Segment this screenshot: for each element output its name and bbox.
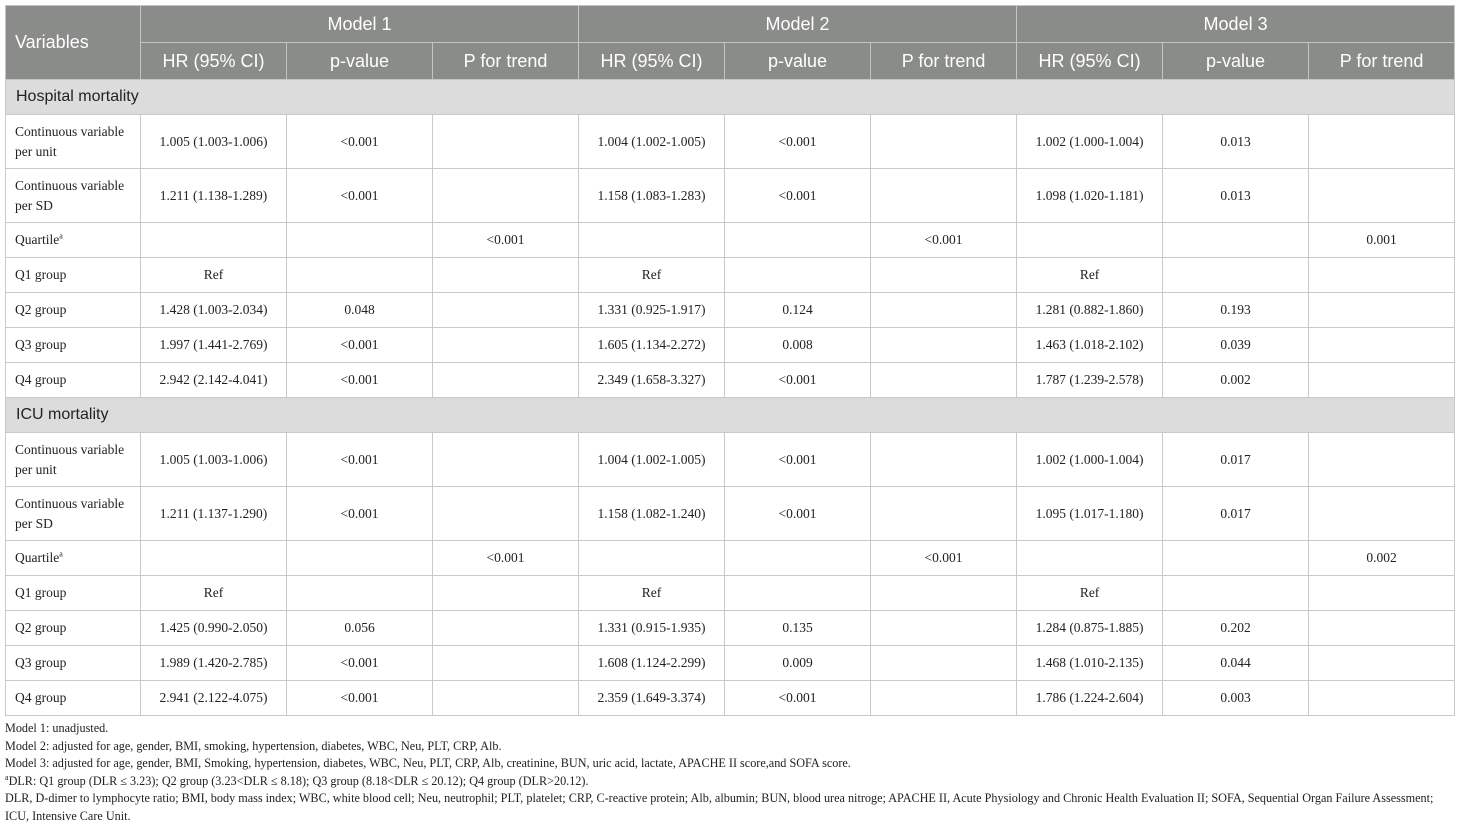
table-cell: 0.048	[287, 293, 433, 328]
table-cell	[725, 258, 871, 293]
p-value-header: p-value	[287, 43, 433, 80]
table-cell	[287, 223, 433, 258]
row-label	[6, 576, 141, 611]
model-1-header: Model 1	[141, 6, 579, 43]
table-cell	[871, 433, 1017, 487]
table-cell	[1309, 576, 1455, 611]
table-cell: 1.002 (1.000-1.004)	[1017, 433, 1163, 487]
table-cell: Ref	[141, 258, 287, 293]
table-cell: 1.331 (0.915-1.935)	[579, 611, 725, 646]
row-label-text: Q3 group	[15, 337, 67, 352]
row-label	[6, 487, 141, 541]
table-row	[6, 258, 1455, 293]
table-cell: <0.001	[433, 223, 579, 258]
table-cell: 1.989 (1.420-2.785)	[141, 646, 287, 681]
table-cell: Ref	[1017, 258, 1163, 293]
row-label-text: Continuous variable per SD	[15, 177, 125, 213]
row-label-text: Q1 group	[15, 267, 67, 282]
table-cell: Ref	[579, 576, 725, 611]
table-cell: 1.425 (0.990-2.050)	[141, 611, 287, 646]
table-cell	[1163, 258, 1309, 293]
table-cell	[1309, 258, 1455, 293]
table-cell: 0.017	[1163, 433, 1309, 487]
table-cell: <0.001	[871, 223, 1017, 258]
table-cell: 1.095 (1.017-1.180)	[1017, 487, 1163, 541]
table-cell: 2.349 (1.658-3.327)	[579, 363, 725, 398]
p-value-header: p-value	[725, 43, 871, 80]
row-label-text: Continuous variable per unit	[15, 123, 125, 159]
table-cell: 1.786 (1.224-2.604)	[1017, 681, 1163, 716]
table-cell: 0.002	[1309, 541, 1455, 576]
table-cell	[871, 681, 1017, 716]
table-cell	[725, 541, 871, 576]
row-label-text: Q2 group	[15, 302, 67, 317]
table-header	[6, 6, 1455, 80]
table-cell	[433, 169, 579, 223]
hr-header: HR (95% CI)	[1017, 43, 1163, 80]
table-cell: 1.281 (0.882-1.860)	[1017, 293, 1163, 328]
table-cell	[1017, 223, 1163, 258]
table-cell: Ref	[1017, 576, 1163, 611]
table-cell	[433, 611, 579, 646]
row-label-text: Q4 group	[15, 372, 67, 387]
table-row	[6, 646, 1455, 681]
section-title: ICU mortality	[6, 398, 1455, 433]
table-cell	[871, 611, 1017, 646]
row-label	[6, 363, 141, 398]
table-cell: <0.001	[287, 646, 433, 681]
table-cell	[1309, 363, 1455, 398]
footnote-marker: a	[5, 772, 9, 782]
table-cell	[1309, 433, 1455, 487]
table-cell: 0.001	[1309, 223, 1455, 258]
table-container	[5, 5, 1455, 716]
table-cell: 0.002	[1163, 363, 1309, 398]
footnote-marker: a	[59, 549, 63, 559]
table-cell	[871, 293, 1017, 328]
table-cell: <0.001	[871, 541, 1017, 576]
table-cell: <0.001	[725, 363, 871, 398]
table-row	[6, 487, 1455, 541]
table-cell	[1309, 611, 1455, 646]
table-cell: 1.211 (1.137-1.290)	[141, 487, 287, 541]
table-cell	[871, 646, 1017, 681]
model-2-header: Model 2	[579, 6, 1017, 43]
variables-header: Variables	[6, 6, 141, 80]
table-cell	[433, 115, 579, 169]
table-row	[6, 576, 1455, 611]
table-cell	[433, 576, 579, 611]
table-cell	[141, 223, 287, 258]
table-cell	[1309, 169, 1455, 223]
table-cell: <0.001	[287, 433, 433, 487]
table-cell: 0.135	[725, 611, 871, 646]
table-cell: 2.359 (1.649-3.374)	[579, 681, 725, 716]
footnote-model-2: Model 2: adjusted for age, gender, BMI, smoking, hypertension, diabetes, WBC, Neu, PLT, CRP, Alb.	[5, 738, 502, 753]
row-label	[6, 541, 141, 576]
table-row	[6, 681, 1455, 716]
table-cell: 1.463 (1.018-2.102)	[1017, 328, 1163, 363]
table-cell	[1309, 115, 1455, 169]
hazard-ratio-table	[5, 5, 1455, 716]
table-cell	[871, 487, 1017, 541]
table-cell	[579, 223, 725, 258]
table-cell	[433, 646, 579, 681]
table-cell	[287, 258, 433, 293]
table-row	[6, 328, 1455, 363]
table-cell: 0.017	[1163, 487, 1309, 541]
footnote-quartile	[5, 773, 1457, 791]
table-cell: <0.001	[725, 681, 871, 716]
table-cell: <0.001	[287, 169, 433, 223]
table-cell: 1.004 (1.002-1.005)	[579, 115, 725, 169]
table-row	[6, 223, 1455, 258]
table-cell	[1163, 223, 1309, 258]
table-cell	[141, 541, 287, 576]
row-label	[6, 681, 141, 716]
table-cell: 0.003	[1163, 681, 1309, 716]
table-cell	[725, 576, 871, 611]
row-label-text: Q3 group	[15, 655, 67, 670]
table-cell: 1.608 (1.124-2.299)	[579, 646, 725, 681]
section-row	[6, 398, 1455, 433]
section-title: Hospital mortality	[6, 80, 1455, 115]
row-label	[6, 433, 141, 487]
table-cell	[871, 115, 1017, 169]
table-cell: 1.211 (1.138-1.289)	[141, 169, 287, 223]
table-cell	[287, 541, 433, 576]
row-label	[6, 223, 141, 258]
table-cell	[871, 363, 1017, 398]
p-value-header: p-value	[1163, 43, 1309, 80]
table-row	[6, 293, 1455, 328]
table-cell	[433, 258, 579, 293]
p-trend-header: P for trend	[1309, 43, 1455, 80]
row-label	[6, 646, 141, 681]
table-cell	[433, 433, 579, 487]
table-cell	[871, 169, 1017, 223]
table-cell	[433, 487, 579, 541]
table-cell: 0.202	[1163, 611, 1309, 646]
table-cell: 1.605 (1.134-2.272)	[579, 328, 725, 363]
table-cell: <0.001	[287, 681, 433, 716]
table-cell: 0.124	[725, 293, 871, 328]
table-cell	[1163, 541, 1309, 576]
row-label	[6, 328, 141, 363]
table-cell: Ref	[141, 576, 287, 611]
table-row	[6, 169, 1455, 223]
table-cell: 1.005 (1.003-1.006)	[141, 115, 287, 169]
table-cell: 1.098 (1.020-1.181)	[1017, 169, 1163, 223]
table-cell: 1.428 (1.003-2.034)	[141, 293, 287, 328]
table-cell: 0.193	[1163, 293, 1309, 328]
table-cell	[287, 576, 433, 611]
table-cell	[433, 293, 579, 328]
table-cell	[433, 328, 579, 363]
table-cell: 1.997 (1.441-2.769)	[141, 328, 287, 363]
row-label-text: Q4 group	[15, 690, 67, 705]
row-label-text: Continuous variable per unit	[15, 441, 125, 477]
row-label	[6, 115, 141, 169]
table-cell: <0.001	[287, 115, 433, 169]
table-cell: <0.001	[725, 169, 871, 223]
row-label	[6, 611, 141, 646]
table-cell: <0.001	[287, 328, 433, 363]
p-trend-header: P for trend	[871, 43, 1017, 80]
table-row	[6, 115, 1455, 169]
table-cell: 0.039	[1163, 328, 1309, 363]
table-cell: 1.004 (1.002-1.005)	[579, 433, 725, 487]
table-cell: <0.001	[287, 363, 433, 398]
p-trend-header: P for trend	[433, 43, 579, 80]
table-body	[6, 80, 1455, 716]
table-cell: 1.158 (1.082-1.240)	[579, 487, 725, 541]
row-label-text: Continuous variable per SD	[15, 495, 125, 531]
table-row	[6, 363, 1455, 398]
section-row	[6, 80, 1455, 115]
row-label-text: Quartile	[15, 550, 60, 565]
table-cell: 2.942 (2.142-4.041)	[141, 363, 287, 398]
table-cell: 1.468 (1.010-2.135)	[1017, 646, 1163, 681]
table-cell	[871, 258, 1017, 293]
table-cell	[579, 541, 725, 576]
table-cell: <0.001	[725, 433, 871, 487]
table-cell: 0.008	[725, 328, 871, 363]
table-cell: 1.284 (0.875-1.885)	[1017, 611, 1163, 646]
table-cell: 0.013	[1163, 169, 1309, 223]
table-cell	[433, 363, 579, 398]
model-3-header: Model 3	[1017, 6, 1455, 43]
table-cell	[1309, 646, 1455, 681]
table-cell	[1017, 541, 1163, 576]
footnote-model-3: Model 3: adjusted for age, gender, BMI, Smoking, hypertension, diabetes, WBC, Neu, PLT, CRP, Alb, creatinine, BUN, uric acid, lactate, APACHE II score,and SOFA score.	[5, 756, 851, 770]
row-label-text: Q1 group	[15, 585, 67, 600]
table-row	[6, 433, 1455, 487]
table-cell	[725, 223, 871, 258]
table-cell: 0.044	[1163, 646, 1309, 681]
footnote-model-1: Model 1: unadjusted.	[5, 721, 109, 735]
table-cell: 0.013	[1163, 115, 1309, 169]
table-row	[6, 541, 1455, 576]
table-cell: 0.056	[287, 611, 433, 646]
table-cell	[1309, 293, 1455, 328]
table-row	[6, 611, 1455, 646]
table-footnotes	[5, 720, 1457, 825]
table-cell	[871, 328, 1017, 363]
table-cell: 0.009	[725, 646, 871, 681]
table-cell: <0.001	[725, 487, 871, 541]
hr-header: HR (95% CI)	[141, 43, 287, 80]
table-cell: 1.331 (0.925-1.917)	[579, 293, 725, 328]
table-cell: Ref	[579, 258, 725, 293]
table-cell: 1.002 (1.000-1.004)	[1017, 115, 1163, 169]
table-cell	[871, 576, 1017, 611]
table-cell	[433, 681, 579, 716]
row-label-text: Quartile	[15, 232, 60, 247]
table-cell: 1.005 (1.003-1.006)	[141, 433, 287, 487]
table-cell	[1309, 681, 1455, 716]
footnote-marker: a	[59, 231, 63, 241]
table-cell: <0.001	[433, 541, 579, 576]
table-cell	[1309, 328, 1455, 363]
row-label	[6, 169, 141, 223]
table-cell	[1309, 487, 1455, 541]
table-cell: 1.787 (1.239-2.578)	[1017, 363, 1163, 398]
table-cell: <0.001	[725, 115, 871, 169]
table-cell: <0.001	[287, 487, 433, 541]
table-cell: 1.158 (1.083-1.283)	[579, 169, 725, 223]
footnote-quartile-text: DLR: Q1 group (DLR ≤ 3.23); Q2 group (3.23<DLR ≤ 8.18); Q3 group (8.18<DLR ≤ 20.12); Q4 group (DLR>20.12).	[8, 773, 589, 788]
table-cell: 2.941 (2.122-4.075)	[141, 681, 287, 716]
row-label	[6, 258, 141, 293]
row-label-text: Q2 group	[15, 620, 67, 635]
footnote-abbreviations: DLR, D-dimer to lymphocyte ratio; BMI, body mass index; WBC, white blood cell; Neu, neutrophil; PLT, platelet; CRP, C-reactive protein; Alb, albumin; BUN, blood urea nitroge; APACHE II, Acute Physiology and Chronic Health Evaluation II; SOFA, Sequential Organ Failure Assessment; ICU, Intensive Care Unit.	[5, 791, 1434, 823]
row-label	[6, 293, 141, 328]
table-cell	[1163, 576, 1309, 611]
hr-header: HR (95% CI)	[579, 43, 725, 80]
